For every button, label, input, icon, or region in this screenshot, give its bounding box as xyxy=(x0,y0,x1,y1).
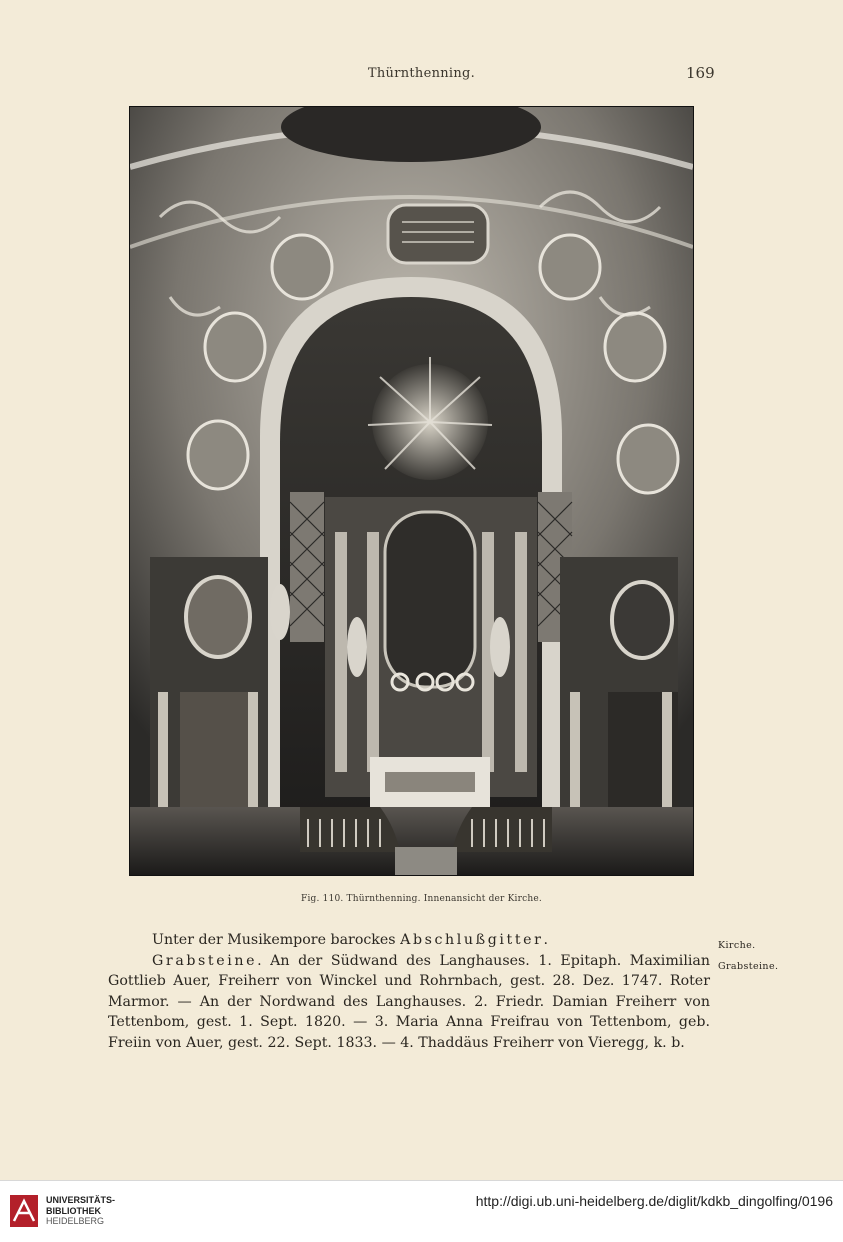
margin-note-kirche: Kirche. xyxy=(718,940,756,951)
paragraph-grabsteine xyxy=(108,951,710,1054)
permalink-url[interactable]: http://digi.ub.uni-heidelberg.de/diglit/kdkb_dingolfing/0196 xyxy=(475,1193,833,1209)
logo-line-1: UNIVERSITÄTS- xyxy=(46,1195,116,1206)
logo-line-2: BIBLIOTHEK xyxy=(46,1205,101,1216)
paragraph-abschlussgitter xyxy=(108,930,710,951)
library-logo[interactable] xyxy=(8,1191,115,1231)
figure-caption: Fig. 110. Thürnthenning. Innenansicht der Kirche. xyxy=(301,894,542,904)
paragraph-grabsteine-text: . An der Südwand des Langhauses. 1. Epitaph. Maximilian Gottlieb Auer, Freiherr von Winckel und Rohrnbach, gest. 28. Dez. 1747. Roter Marmor. — An der Nordwand des Langhauses. 2. Friedr. Damian Freiherr von Tettenbom, gest. 1. Sept. 1820. — 3. Maria Anna Freifrau von Tettenbom, geb. Freiin von Auer, gest. 22. Sept. 1833. — 4. Thaddäus Freiherr von Vieregg, k. b. xyxy=(108,952,710,1051)
margin-note-grabsteine: Grabsteine. xyxy=(718,961,779,972)
text-segment: . xyxy=(543,932,549,948)
library-logo-text xyxy=(46,1195,115,1227)
heidelberg-seal-icon xyxy=(8,1191,40,1231)
church-interior-photo xyxy=(129,106,694,876)
page-number: 169 xyxy=(686,64,715,82)
spaced-term-grabsteine: Grabsteine xyxy=(152,952,258,969)
running-title: Thürnthenning. xyxy=(367,66,476,81)
logo-line-3: HEIDELBERG xyxy=(46,1216,105,1227)
text-segment: Unter der Musikempore barockes xyxy=(152,932,401,948)
spaced-term-abschlussgitter: Abschlußgitter xyxy=(400,932,544,948)
viewer-footer xyxy=(0,1180,843,1242)
body-text xyxy=(108,930,710,1054)
